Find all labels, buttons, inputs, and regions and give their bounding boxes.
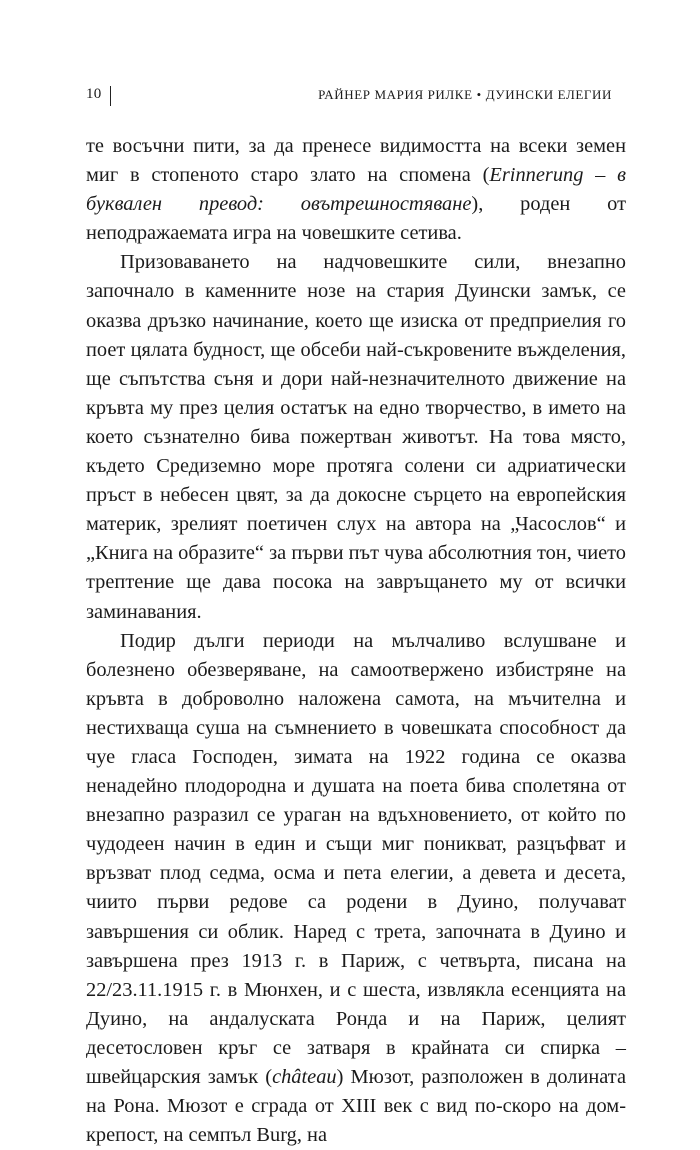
running-title-author: РАЙНЕР МАРИЯ РИЛКЕ: [318, 87, 473, 102]
running-title-book: ДУИНСКИ ЕЛЕГИИ: [485, 87, 612, 102]
body-text: [86, 132, 626, 1150]
paragraph-1: [86, 132, 626, 248]
paragraph-1-text-end: ), роден от неподражаемата игра на човешките сетива.: [86, 193, 626, 245]
paragraph-1-text-start: те восъчни пити, за да пренесе видимостта на всеки земен миг в стопеното старо злато на спомена (: [86, 135, 626, 187]
paragraph-3-text-start: Подир дълги периоди на мълчаливо вслушване и болезнено обезверяване, на самоотвержено избистряне на кръвта в доброволно наложена самота, на мъчителна и нестихваща суша на съмнението в човешката способност да чуе гласа Господен, зимата на 1922 година се оказва ненадейно плодородна и душата на поета бива сполетяна от внезапно разразил се ураган на вдъхновението, от който по чудодеен начин в един и същи миг поникват, разцъфват и връзват плод седма, осма и пета елегии, а девета и десета, чиито първи редове са родени в Дуино, получават завършения си облик. Наред с трета, започната в Дуино и завършена през 1913 г. в Париж, с четвърта, писана на 22/23.11.1915 г. в Мюнхен, и с шеста, извлякла есенцията на Дуино, на андалуската Ронда и на Париж, целият десетословен кръг се затваря в крайната си спирка – швейцарския замък (: [86, 629, 626, 1088]
page-number: 10: [86, 86, 102, 102]
running-title-bullet: •: [476, 87, 482, 102]
paragraph-3: [86, 627, 626, 1150]
page-header: [86, 86, 612, 108]
header-divider: [110, 86, 111, 106]
paragraph-3-text-end: ) Мюзот, разположен в долината на Рона. Мюзот е сграда от XIII век с вид по-скоро на дом-крепост, на семпъл Burg, на: [86, 1066, 627, 1147]
paragraph-2: Призоваването на надчовешките сили, внезапно започнало в каменните нозе на стария Дуински замък, се оказва дръзко начинание, което ще изиска от предприелия го поет цялата будност, ще обсеби най-съкровените въжделения, ще съпътства съня и дори най-незначителното движение на кръвта му през целия остатък на едно творчество, в името на което съзнателно бива пожертван животът. На това място, където Средиземно море протяга солени си адриатически пръст в небесен цвят, за да докосне сърцето на европейския материк, зрелият поетичен слух на автора на „Часослов“ и „Книга на образите“ за първи път чува абсолютния тон, чието трептение ще дава посока на завръщането му от всички заминавания.: [86, 251, 626, 623]
running-title: [318, 87, 612, 103]
paragraph-3-italic: château: [272, 1066, 337, 1088]
paragraph-1-italic: Erinnerung – в буквален превод: овътрешностяване: [86, 164, 626, 216]
